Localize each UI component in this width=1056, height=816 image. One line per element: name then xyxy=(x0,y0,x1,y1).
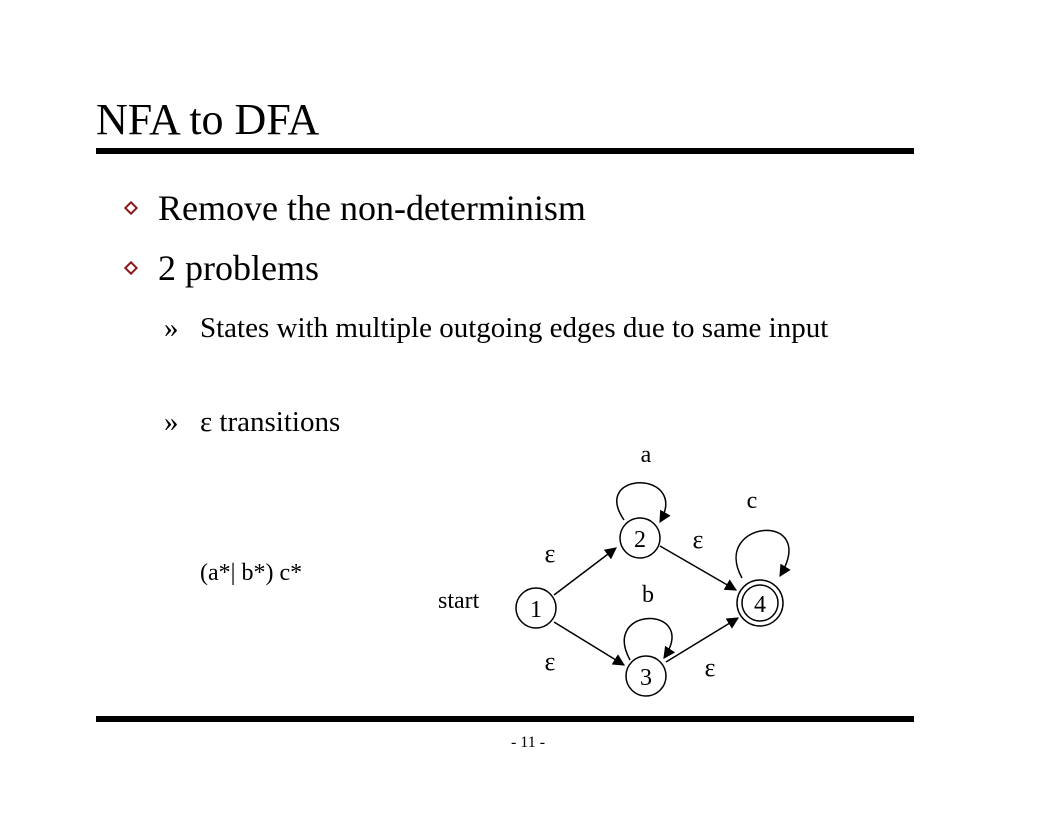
state-label-3: 3 xyxy=(640,665,652,691)
edge-label-3-4: ε xyxy=(704,653,716,682)
edge-1-2 xyxy=(554,548,616,595)
page-number: - 11 - xyxy=(510,734,546,751)
footer-divider xyxy=(96,716,914,722)
regex-expression: (a*| b*) c* xyxy=(200,560,303,586)
diamond-bullet-icon xyxy=(122,259,140,277)
loop-2 xyxy=(617,483,666,522)
title-divider xyxy=(96,148,914,154)
bullet-item xyxy=(122,246,319,290)
sub-bullet-marker: » xyxy=(164,312,179,344)
sub-bullet-item xyxy=(164,310,864,346)
edge-label-1-3: ε xyxy=(544,647,556,676)
nfa-diagram xyxy=(420,430,840,710)
bullet-text: 2 problems xyxy=(158,248,319,288)
state-label-1: 1 xyxy=(530,597,542,623)
edge-label-2-4: ε xyxy=(692,525,704,554)
loop-label-c: c xyxy=(746,488,758,514)
state-label-2: 2 xyxy=(634,527,646,553)
loop-label-b: b xyxy=(642,582,654,608)
loop-3 xyxy=(624,618,672,660)
bullet-item xyxy=(122,186,586,230)
start-label: start xyxy=(438,588,480,614)
loop-label-a: a xyxy=(640,442,652,468)
edge-label-1-2: ε xyxy=(544,539,556,568)
edge-1-3 xyxy=(554,622,624,665)
sub-bullet-text: States with multiple outgoing edges due to same input xyxy=(200,312,829,344)
bullet-text: Remove the non-determinism xyxy=(158,188,586,228)
sub-bullet-item xyxy=(164,404,340,440)
diamond-bullet-icon xyxy=(122,199,140,217)
sub-bullet-marker: » xyxy=(164,406,179,438)
sub-bullet-text: ε transitions xyxy=(200,406,341,438)
slide-title: NFA to DFA xyxy=(96,95,320,144)
edge-3-4 xyxy=(666,618,738,662)
state-label-4: 4 xyxy=(754,592,766,618)
loop-4 xyxy=(736,530,789,578)
